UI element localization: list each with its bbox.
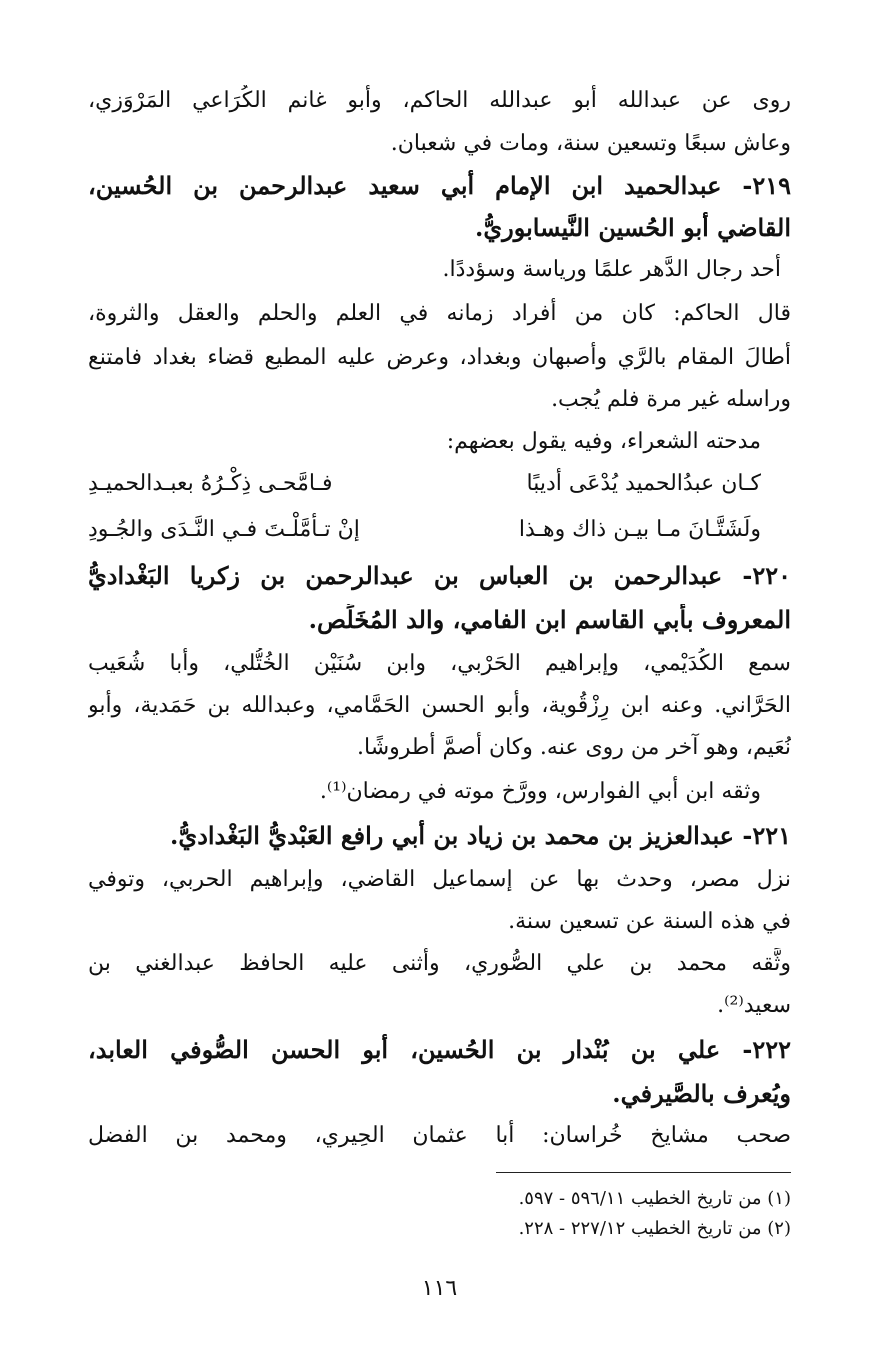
- entry-heading: ٢٢١- عبدالعزيز بن محمد بن زياد بن أبي رافع العَبْديُّ البَغْداديُّ.: [170, 821, 791, 850]
- text-line: مدحته الشعراء، وفيه يقول بعضهم:: [446, 429, 761, 454]
- entry-heading: ويُعرف بالصَّيرفي.: [612, 1079, 791, 1108]
- text-line: سعيد⁽²⁾.: [717, 993, 791, 1018]
- text-line: أحد رجال الدَّهر علمًا ورياسة وسؤددًا.: [442, 257, 781, 282]
- footnote-separator: [496, 1172, 791, 1173]
- text-line: وثَّقه محمد بن علي الصُّوري، وأثنى عليه الحافظ عبدالغني بن: [88, 951, 791, 976]
- poem-verse-2-second-hemistich: إنْ تـأمَّلْـتَ فـي النَّـدَى والجُـودِ: [88, 517, 360, 542]
- text-line: الحَرَّاني. وعنه ابن رِزْقُوية، وأبو الحسن الحَمَّامي، وعبدالله بن حَمَدية، وأبو: [88, 693, 791, 718]
- entry-heading: ٢٢٢- علي بن بُنْدار بن الحُسين، أبو الحسن الصُّوفي العابد،: [88, 1035, 791, 1064]
- entry-heading: القاضي أبو الحُسين النَّيسابوريُّ.: [474, 213, 791, 242]
- text-line: وثقه ابن أبي الفوارس، وورَّخ موته في رمضان⁽¹⁾.: [319, 779, 761, 804]
- text-line: وعاش سبعًا وتسعين سنة، ومات في شعبان.: [390, 131, 791, 156]
- text-line: نُعَيم، وهو آخر من روى عنه. وكان أصمَّ أُطروشًا.: [357, 735, 791, 760]
- footnote-1: (١) من تاريخ الخطيب ٥٩٦/١١ - ٥٩٧.: [518, 1188, 791, 1209]
- text-line: نزل مصر، وحدث بها عن إسماعيل القاضي، وإبراهيم الحربي، وتوفي: [88, 867, 791, 892]
- entry-heading: المعروف بأبي القاسم ابن الفامي، والد المُخَلِّص.: [308, 605, 791, 634]
- text-line: وراسله غير مرة فلم يُجب.: [551, 387, 791, 412]
- poem-verse-1-first-hemistich: كـان عبدُالحميد يُدْعَى أديبًا: [526, 471, 761, 496]
- text-line: في هذه السنة عن تسعين سنة.: [508, 909, 791, 934]
- text-line: صحب مشايخ خُراسان: أبا عثمان الحِيري، ومحمد بن الفضل: [88, 1123, 791, 1148]
- page-number: ١١٦: [421, 1276, 458, 1301]
- entry-heading: ٢٢٠- عبدالرحمن بن العباس بن عبدالرحمن بن زكريا البَغْداديُّ: [88, 561, 791, 590]
- poem-verse-2-first-hemistich: ولَشَتَّـانَ مـا بيـن ذاك وهـذا: [518, 517, 761, 542]
- entry-heading: ٢١٩- عبدالحميد ابن الإمام أبي سعيد عبدالرحمن بن الحُسين،: [88, 171, 791, 200]
- footnote-2: (٢) من تاريخ الخطيب ٢٢٧/١٢ - ٢٢٨.: [518, 1218, 791, 1239]
- poem-verse-1-second-hemistich: فـامَّحـى ذِكْـرُهُ بعبـدالحميـدِ: [88, 471, 333, 496]
- text-line: أطالَ المقام بالرَّي وأصبهان وبغداد، وعرض عليه المطيع قضاء بغداد فامتنع: [88, 345, 791, 370]
- text-line: سمع الكُدَيْمي، وإبراهيم الحَرْبي، وابن سُنَيْن الخُتُّلي، وأبا شُعَيب: [88, 651, 791, 676]
- text-line: قال الحاكم: كان من أفراد زمانه في العلم والحلم والعقل والثروة،: [88, 301, 791, 326]
- text-line: روى عن عبدالله أبو عبدالله الحاكم، وأبو غانم الكُرَاعي المَرْوَزي،: [88, 88, 791, 113]
